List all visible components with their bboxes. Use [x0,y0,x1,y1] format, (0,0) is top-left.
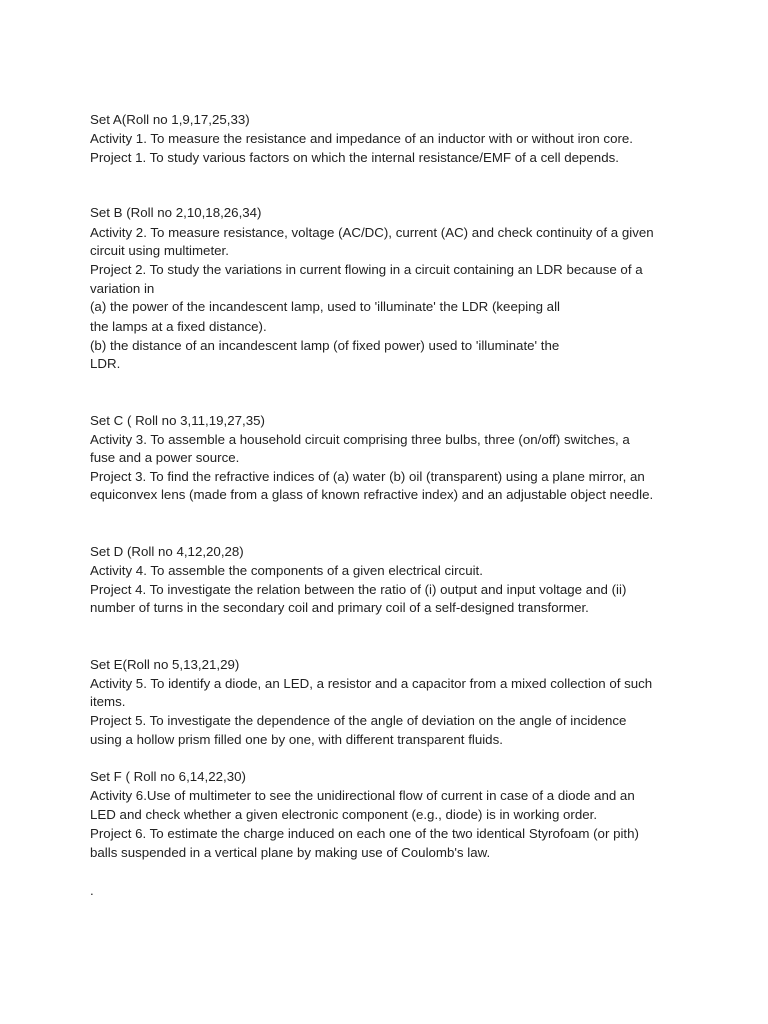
activity-4: Activity 4. To assemble the components of a given electrical circuit. [90,563,483,578]
activity-2-line-1: Activity 2. To measure resistance, voltage (AC/DC), current (AC) and check continuity of a given [90,225,654,240]
project-1: Project 1. To study various factors on which the internal resistance/EMF of a cell depends. [90,150,619,165]
project-2-line-5: (b) the distance of an incandescent lamp (of fixed power) used to 'illuminate' the [90,338,560,353]
project-6-line-1: Project 6. To estimate the charge induced on each one of the two identical Styrofoam (or pith) [90,826,639,841]
project-5-line-1: Project 5. To investigate the dependence of the angle of deviation on the angle of incidence [90,713,627,728]
activity-3-line-1: Activity 3. To assemble a household circuit comprising three bulbs, three (on/off) switches, a [90,432,630,447]
project-4-line-2: number of turns in the secondary coil and primary coil of a self-designed transformer. [90,600,589,615]
set-f-heading: Set F ( Roll no 6,14,22,30) [90,769,246,784]
project-5-line-2: using a hollow prism filled one by one, with different transparent fluids. [90,732,503,747]
set-a-heading: Set A(Roll no 1,9,17,25,33) [90,112,250,127]
project-3-line-1: Project 3. To find the refractive indices of (a) water (b) oil (transparent) using a plane mirror, an [90,469,645,484]
trailing-period: . [90,883,94,898]
activity-6-line-1: Activity 6.Use of multimeter to see the unidirectional flow of current in case of a diode and an [90,788,635,803]
set-d-heading: Set D (Roll no 4,12,20,28) [90,544,244,559]
activity-5-line-1: Activity 5. To identify a diode, an LED, a resistor and a capacitor from a mixed collection of such [90,676,653,691]
project-6-line-2: balls suspended in a vertical plane by making use of Coulomb's law. [90,845,491,860]
set-e-heading: Set E(Roll no 5,13,21,29) [90,657,240,672]
activity-3-line-2: fuse and a power source. [90,450,240,465]
project-2-line-3: (a) the power of the incandescent lamp, used to 'illuminate' the LDR (keeping all [90,299,560,314]
project-4-line-1: Project 4. To investigate the relation between the ratio of (i) output and input voltage and (ii) [90,582,627,597]
activity-1: Activity 1. To measure the resistance and impedance of an inductor with or without iron core. [90,131,633,146]
project-2-line-2: variation in [90,281,155,296]
activity-6-line-2: LED and check whether a given electronic component (e.g., diode) is in working order. [90,807,598,822]
project-2-line-6: LDR. [90,356,121,371]
project-2-line-1: Project 2. To study the variations in current flowing in a circuit containing an LDR because of a [90,262,643,277]
set-c-heading: Set C ( Roll no 3,11,19,27,35) [90,413,265,428]
project-3-line-2: equiconvex lens (made from a glass of known refractive index) and an adjustable object needle. [90,487,654,502]
set-b-heading: Set B (Roll no 2,10,18,26,34) [90,205,262,220]
activity-5-line-2: items. [90,694,126,709]
activity-2-line-2: circuit using multimeter. [90,243,229,258]
project-2-line-4: the lamps at a fixed distance). [90,319,267,334]
